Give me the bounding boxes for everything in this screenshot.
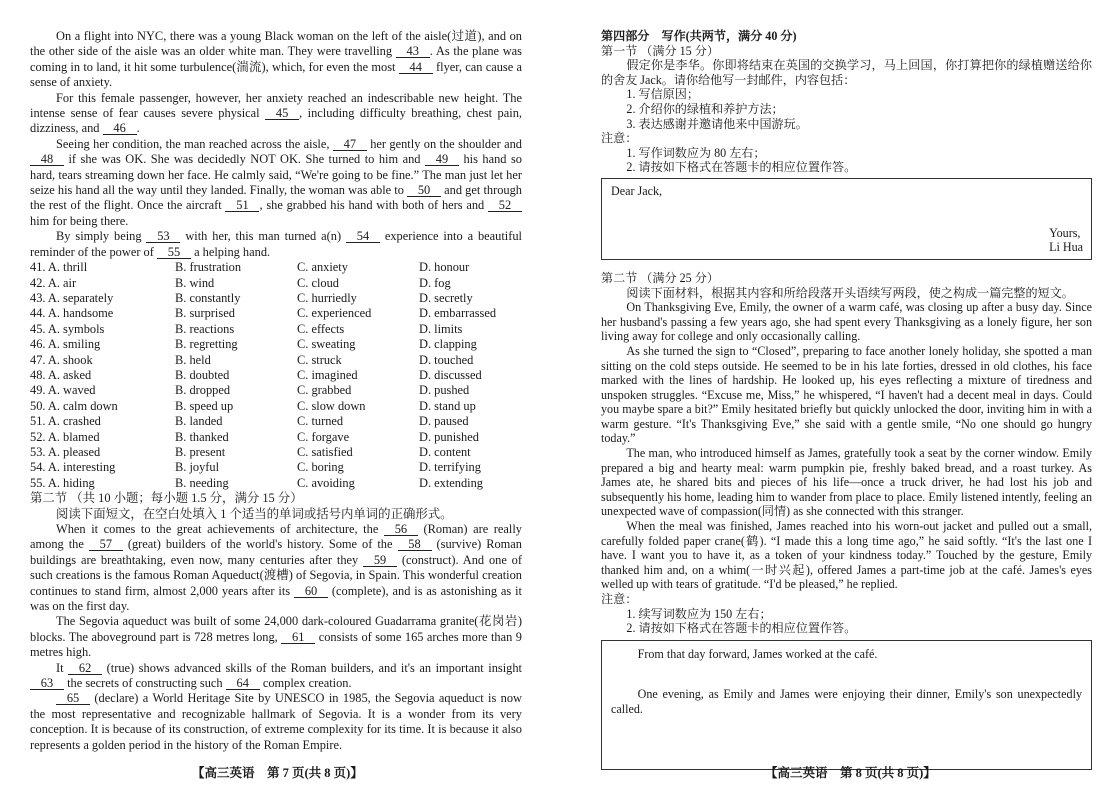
passage-text: By simply being — [56, 229, 147, 244]
answer-blank: 60 — [294, 585, 328, 598]
answer-blank: 63 — [30, 677, 64, 690]
option-choice: B. constantly — [175, 290, 241, 305]
option-choice: 47. A. shook — [30, 352, 93, 367]
note-label: 注意： — [601, 592, 638, 606]
passage-text: (great) builders of the world's history. Some of the — [122, 537, 398, 552]
story-paragraph: The man, who introduced himself as James, gratefully took a seat by the corner window. Emily prepared a big and hearty meal: warm pumpkin pie, freshly baked bread, and a roast turkey. As James ate, he shared bits and pieces of his life—once a truck driver, he had lost his job and subsequently his home, leading him to wander from place to place. Emily listened intently, feeling an unexpected wave of compassion(同情) as she connected with this stranger. — [601, 446, 1092, 519]
option-choice: C. boring — [297, 460, 344, 475]
option-choice: B. reactions — [175, 321, 235, 336]
option-choice: 42. A. air — [30, 275, 77, 290]
passage-text: her gently on the shoulder and — [366, 136, 523, 151]
section2-heading: 第二节 （共 10 小题；每小题 1.5 分，满分 15 分） — [30, 491, 303, 506]
answer-blank: 61 — [281, 631, 315, 644]
option-choice: B. speed up — [175, 398, 234, 413]
option-choice: 45. A. symbols — [30, 321, 105, 336]
option-choice: C. forgave — [297, 429, 350, 444]
option-choice: C. avoiding — [297, 475, 355, 490]
note-label: 注意： — [601, 131, 638, 146]
option-choice: B. landed — [175, 414, 223, 429]
passage-text: , she grabbed his hand with both of hers and — [259, 198, 488, 213]
option-choice: 55. A. hiding — [30, 475, 95, 490]
passage-text: the secrets of constructing such — [64, 676, 226, 691]
note-item: 2. 请按如下格式在答题卡的相应位置作答。 — [626, 621, 857, 636]
passage-text: complex creation. — [259, 676, 352, 691]
passage-text: . As the plane was coming in to land, it hit some turbulence(湍流), which, for even the most — [30, 44, 522, 74]
passage-paragraph — [30, 91, 522, 137]
passage-text: On a flight into NYC, there was a young Black woman on the left of the aisle(过道), and on the other side of the aisle was an older white man. They were travelling — [30, 29, 522, 59]
passage-text: , including difficulty breathing, chest pain, dizziness, and — [30, 106, 522, 136]
continuation-para2-start: One evening, as Emily and James were enjoying their dinner, Emily's son unexpectedly called. — [611, 687, 1082, 716]
option-choice: C. effects — [297, 321, 345, 336]
option-choice: 41. A. thrill — [30, 260, 88, 275]
answer-blank: 43 — [396, 45, 430, 58]
section1-prompt: 假定你是李华。你即将结束在英国的交换学习，马上回国，你打算把你的绿植赠送给你的舍友 Jack。请你给他写一封邮件，内容包括： — [601, 58, 1092, 87]
passage-text: with her, this man turned a(n) — [180, 229, 346, 244]
option-choice: C. struck — [297, 352, 342, 367]
passage-text: The Segovia aqueduct was built of some 24,000 dark-coloured Guadarrama granite(花岗岩) blocks. The aboveground part is 728 metres long, — [30, 614, 522, 644]
passage-text: (survive) Roman buildings are breathtaking, even now, many centuries after they — [30, 537, 522, 567]
letter-closing: Yours, — [1049, 225, 1081, 240]
option-choice: 44. A. handsome — [30, 306, 114, 321]
grammar-passage — [30, 522, 522, 753]
answer-blank: 58 — [398, 538, 432, 551]
option-choice: 50. A. calm down — [30, 398, 118, 413]
option-choice: B. present — [175, 444, 226, 459]
option-choice: D. extending — [419, 475, 484, 490]
passage-text: flyer, can cause a sense of anxiety. — [30, 59, 522, 90]
story-paragraph: When the meal was finished, James reached into his worn-out jacket and pulled out a small, carefully folded paper crane(鹤). “I made this a long time ago,” he said softly. “It's the last one I have. I want you to have it, as a token of your kindness today.” Touched by the gesture, Emily thanked him and, on a whim(一时兴起), offered James a part-time job at the café. James's eyes welled up with tears of gratitude. “I'd be pleased,” he replied. — [601, 519, 1092, 592]
option-choice: B. wind — [175, 275, 215, 290]
answer-blank: 44 — [399, 61, 433, 74]
answer-blank: 55 — [157, 246, 191, 259]
option-choice: B. regretting — [175, 337, 238, 352]
option-choice: 54. A. interesting — [30, 460, 116, 475]
option-choice: C. hurriedly — [297, 290, 357, 305]
page-8-column — [601, 29, 1092, 770]
passage-text: (true) shows advanced skills of the Roman builders, and it's an important insight — [102, 660, 522, 675]
passage-text: and get through the rest of the flight. Once the aircraft — [30, 183, 522, 213]
answer-blank: 62 — [68, 662, 102, 675]
option-choice: D. content — [419, 444, 471, 459]
option-choice: D. clapping — [419, 337, 477, 352]
answer-blank: 49 — [425, 153, 459, 166]
option-choice: B. frustration — [175, 260, 242, 275]
passage-text: When it comes to the great achievements of architecture, the — [56, 522, 384, 536]
passage-paragraph — [30, 614, 522, 660]
option-choice: 49. A. waved — [30, 383, 96, 398]
passage-paragraph — [30, 522, 522, 614]
note-item: 2. 请按如下格式在答题卡的相应位置作答。 — [626, 160, 857, 175]
option-choice: 46. A. smiling — [30, 337, 101, 352]
option-choice: D. secretly — [419, 290, 473, 305]
option-choice: D. fog — [419, 275, 451, 290]
note-item: 1. 续写词数应为 150 左右； — [626, 606, 772, 621]
answer-blank: 46 — [103, 122, 137, 135]
passage-text: experience into a beautiful reminder of the power of — [30, 229, 522, 259]
option-choice: D. limits — [419, 321, 463, 336]
option-choice: D. discussed — [419, 367, 482, 382]
passage-paragraph — [30, 691, 522, 753]
letter-answer-box — [601, 178, 1092, 260]
section2-instruction: 阅读下面短文，在空白处填入 1 个适当的单词或括号内单词的正确形式。 — [56, 506, 453, 521]
passage-text: him for being there. — [30, 213, 129, 228]
prompt-point: 2. 介绍你的绿植和养护方法； — [626, 101, 784, 116]
answer-blank: 59 — [363, 554, 397, 567]
option-choice: 51. A. crashed — [30, 414, 101, 429]
section2-instruction: 阅读下面材料，根据其内容和所给段落开头语续写两段，使之构成一篇完整的短文。 — [626, 285, 1074, 300]
option-choice: B. joyful — [175, 460, 220, 475]
option-choice: B. thanked — [175, 429, 229, 444]
passage-text: . — [136, 121, 140, 136]
part-heading: 第四部分 写作(共两节，满分 40 分) — [601, 29, 797, 43]
continuation-para1-start: From that day forward, James worked at the café. — [637, 646, 878, 661]
option-choice: D. honour — [419, 260, 470, 275]
passage-paragraph — [30, 137, 522, 229]
passage-text: For this female passenger, however, her anxiety reached an indescribable new height. The intense sense of fear causes severe physical — [30, 90, 522, 121]
passage-text: (construct). And one of such creations is the famous Roman Aqueduct(渡槽) of Segovia, in Spain. This wonderful creation continues to stand firm, almost 2,000 years after its — [30, 552, 522, 598]
answer-blank: 50 — [407, 184, 441, 197]
answer-blank: 56 — [384, 523, 418, 536]
option-choice: C. grabbed — [297, 383, 352, 398]
story-paragraph: On Thanksgiving Eve, Emily, the owner of a warm café, was closing up after a busy day. Since her husband's passing a few years ago, she had spent every Thanksgiving as a lonely figure, her son living away for college and only occasionally calling. — [601, 300, 1092, 344]
option-choice: 53. A. pleased — [30, 444, 101, 459]
cloze-options — [30, 260, 522, 491]
option-choice: B. doubted — [175, 367, 230, 382]
answer-blank: 52 — [488, 199, 522, 212]
option-choice: D. pushed — [419, 383, 470, 398]
page-7-column — [30, 29, 522, 753]
option-choice: C. sweating — [297, 337, 356, 352]
continuation-answer-box — [601, 640, 1092, 770]
letter-greeting: Dear Jack, — [611, 183, 663, 198]
option-choice: D. punished — [419, 429, 479, 444]
option-choice: 52. A. blamed — [30, 429, 100, 444]
option-choice: D. paused — [419, 414, 469, 429]
answer-blank: 65 — [56, 692, 90, 705]
option-choice: D. touched — [419, 352, 474, 367]
option-choice: C. anxiety — [297, 260, 348, 275]
answer-blank: 54 — [346, 230, 380, 243]
page-footer: 【高三英语 第 8 页(共 8 页)】 — [765, 766, 936, 780]
passage-paragraph — [30, 229, 522, 260]
option-choice: C. turned — [297, 414, 344, 429]
answer-blank: 45 — [265, 107, 299, 120]
prompt-point: 3. 表达感谢并邀请他来中国游玩。 — [626, 116, 808, 131]
option-choice: B. needing — [175, 475, 229, 490]
answer-blank: 47 — [333, 138, 367, 151]
prompt-point: 1. 写信原因； — [626, 87, 699, 102]
passage-text: (declare) a World Heritage Site by UNESCO in 1985, the Segovia aqueduct is now the most representative and recognizable hallmark of Segovia. It is a wonder from its very conception. It is because of its construction, of extreme complexity for its time. It is because it also represents a golden period in the history of the Roman Empire. — [30, 691, 522, 752]
passage-text: consists of some 165 arches more than 9 metres high. — [30, 629, 522, 660]
passage-text: his hand so hard, tears streaming down her face. He calmly said, “We're going to be fine.” The man just let her seize his hand all the way until they landed. Finally, the woman was able to — [30, 152, 522, 198]
option-choice: 48. A. asked — [30, 367, 92, 382]
passage-text: It — [56, 660, 69, 675]
passage-text: a helping hand. — [190, 244, 271, 259]
story-paragraph: As she turned the sign to “Closed”, preparing to face another lonely holiday, she spotted a man sitting on the cold steps outside. He seemed to be in his late forties, dressed in old clothes, his face marked with the lines of hardship. He looked up, his eyes reflecting a mixture of tiredness and unspoken struggles. “Excuse me, Miss,” he whispered, “I haven't had a decent meal in days. Could you maybe spare a bit?” Emily hesitated briefly but quickly unlocked the door, inviting him in with a warm gesture. “It's Thanksgiving Eve,” she said with a gentle smile, “No one should go hungry today.” — [601, 343, 1092, 446]
note-item: 1. 写作词数应为 80 左右； — [626, 145, 766, 160]
option-choice: C. imagined — [297, 367, 358, 382]
section2-heading: 第二节 （满分 25 分） — [601, 270, 719, 285]
page-footer: 【高三英语 第 7 页(共 8 页)】 — [192, 766, 363, 780]
option-choice: D. embarrassed — [419, 306, 497, 321]
option-choice: 43. A. separately — [30, 290, 114, 305]
option-choice: C. slow down — [297, 398, 366, 413]
passage-paragraph — [30, 661, 522, 692]
cloze-passage — [30, 29, 522, 260]
option-choice: B. dropped — [175, 383, 231, 398]
option-choice: C. experienced — [297, 306, 372, 321]
option-choice: B. surprised — [175, 306, 235, 321]
passage-text: Seeing her condition, the man reached across the aisle, — [56, 136, 333, 151]
option-choice: C. satisfied — [297, 444, 353, 459]
passage-text: (complete), and is as astonishing as it was on the first day. — [30, 583, 522, 614]
option-choice: D. terrifying — [419, 460, 481, 475]
answer-blank: 57 — [89, 538, 123, 551]
answer-blank: 64 — [226, 677, 260, 690]
option-choice: D. stand up — [419, 398, 476, 413]
option-choice: C. cloud — [297, 275, 339, 290]
section1-heading: 第一节 （满分 15 分） — [601, 43, 719, 58]
option-choice: B. held — [175, 352, 211, 367]
answer-blank: 51 — [225, 199, 259, 212]
passage-text: (Roman) are really among the — [30, 522, 523, 552]
passage-paragraph — [30, 29, 522, 91]
letter-signature: Li Hua — [1049, 240, 1083, 255]
answer-blank: 48 — [30, 153, 64, 166]
answer-blank: 53 — [146, 230, 180, 243]
passage-text: if she was OK. She was decidedly NOT OK. She turned to him and — [64, 152, 425, 167]
